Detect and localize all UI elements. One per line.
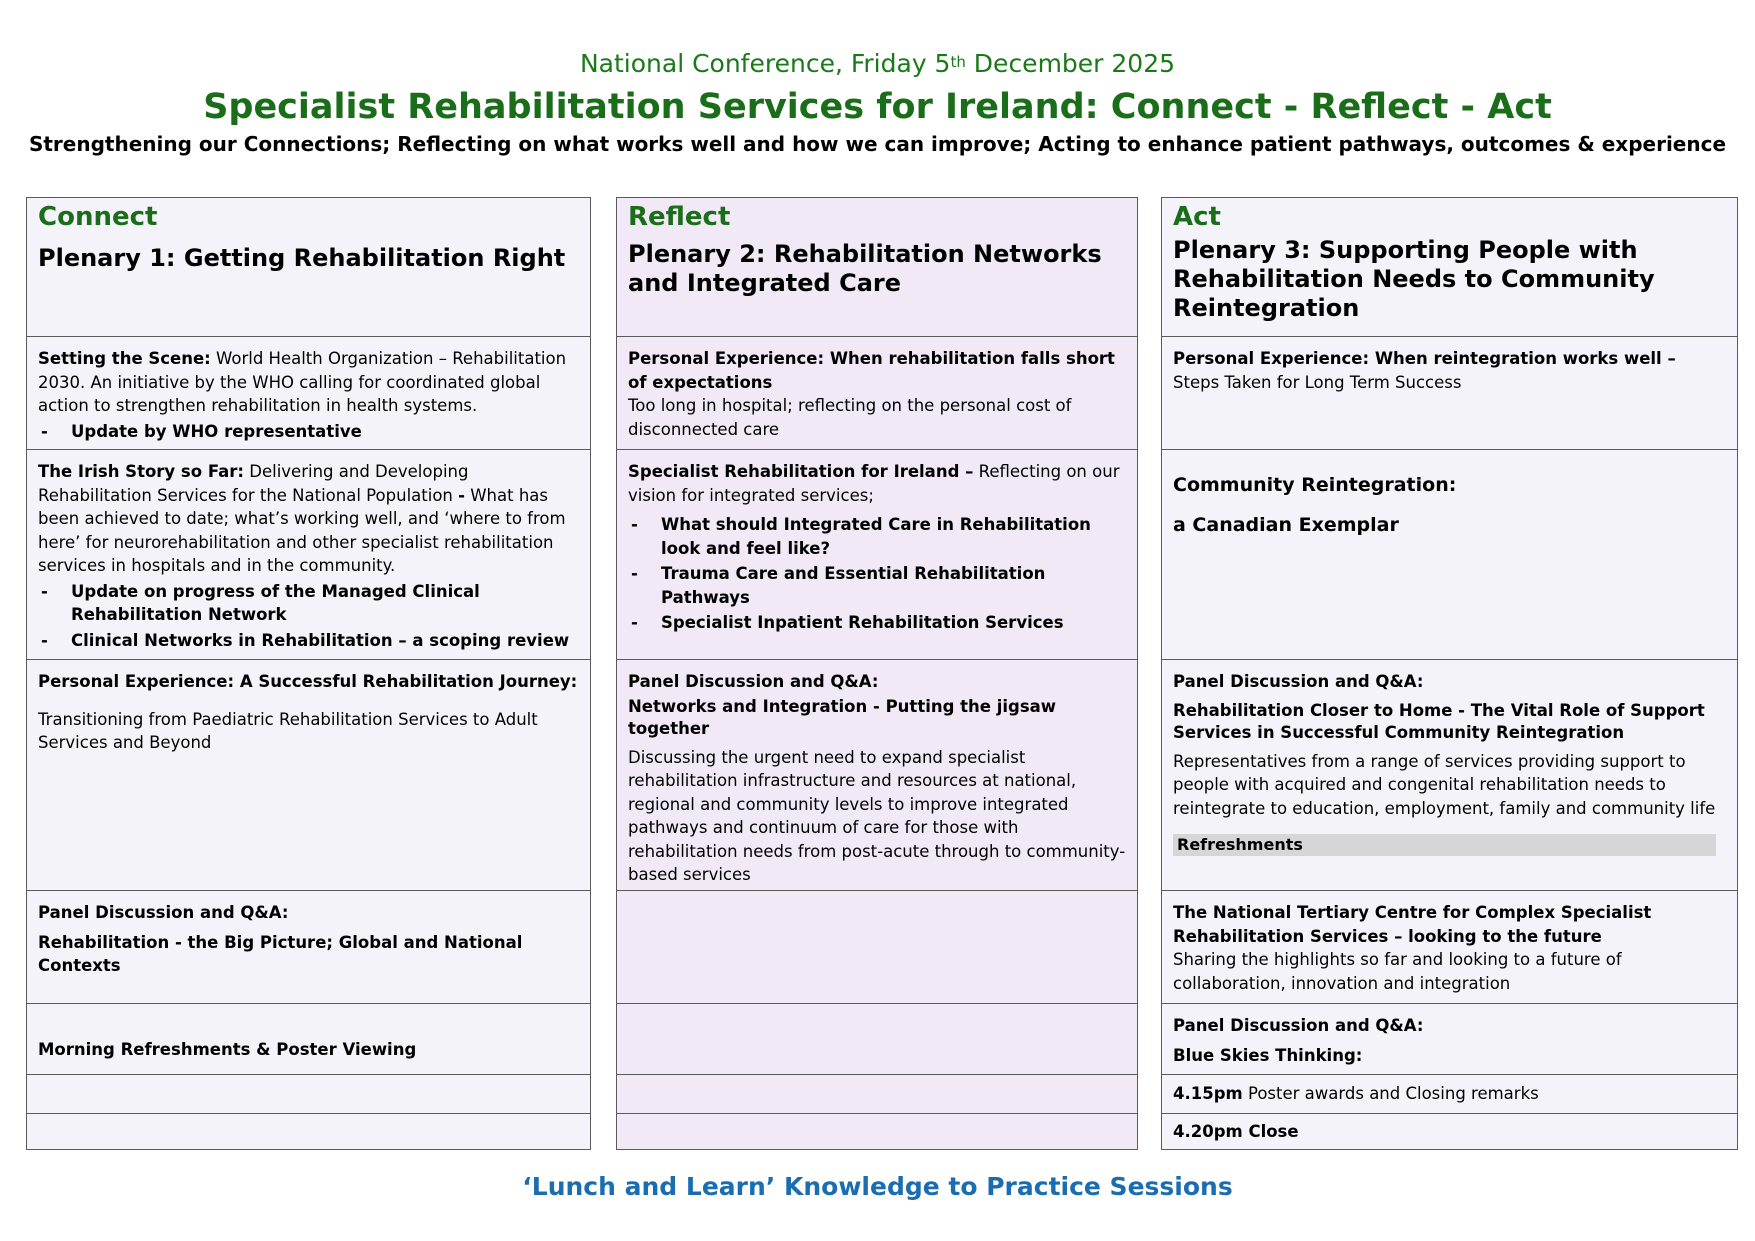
reflect-plenary: Plenary 2: Rehabilitation Networks and Integrated Care: [628, 240, 1102, 297]
setting-scene-label: Setting the Scene:: [38, 349, 211, 368]
act-panel-cell: [1162, 659, 1737, 890]
act-tertiary-centre-cell: [1162, 890, 1737, 1003]
act-column: [1161, 197, 1738, 1150]
connect-plenary: Plenary 1: Getting Rehabilitation Right: [38, 244, 566, 272]
panel-topic: Rehabilitation Closer to Home - The Vital Role of Support Services in Successful Community Reintegration: [1173, 700, 1705, 742]
page-title: Specialist Rehabilitation Services for Ireland: Connect - Reflect - Act: [203, 87, 1552, 127]
irish-story-dash: -: [458, 485, 465, 505]
community-reintegration-title: Community Reintegration:: [1173, 474, 1457, 496]
bullet-text: Trauma Care and Essential Rehabilitation Pathways: [661, 564, 1046, 607]
list-item: - Trauma Care and Essential Rehabilitation Pathways: [631, 564, 1046, 607]
poster-awards-text: Poster awards and Closing remarks: [1242, 1084, 1539, 1103]
list-item: - Update by WHO representative: [41, 421, 362, 441]
personal-experience-label: Personal Experience: A Successful Rehabilitation Journey:: [38, 672, 578, 691]
panel-topic: Networks and Integration - Putting the jigsaw together: [628, 696, 1057, 738]
panel-label: Panel Discussion and Q&A:: [1173, 1016, 1424, 1035]
connect-panel-cell: [27, 890, 590, 1003]
page-header: [0, 48, 1755, 158]
setting-scene-bullets: [38, 420, 579, 444]
irish-story-body-1: Delivering and Developing Rehabilitation Services for the National Population: [38, 462, 469, 505]
act-blue-skies-cell: [1162, 1003, 1737, 1074]
panel-text: Representatives from a range of services providing support to people with acquired and congenital rehabilitation needs to reintegrate to education, employment, family and community life: [1173, 751, 1716, 818]
reflect-heading-cell: [617, 198, 1137, 336]
poster-awards-time: 4.15pm: [1173, 1084, 1243, 1103]
connect-personal-experience-cell: [27, 659, 590, 890]
panel-label: Panel Discussion and Q&A:: [38, 903, 289, 922]
specialist-rehab-bullets: [628, 513, 1126, 635]
personal-experience-label: Personal Experience: When rehabilitation falls short of expectations: [628, 349, 1115, 392]
connect-heading-cell: [27, 198, 590, 336]
tertiary-centre-label: The National Tertiary Centre for Complex Specialist Rehabilitation Services – looking to the future: [1173, 903, 1652, 946]
list-item: - Clinical Networks in Rehabilitation – a scoping review: [41, 630, 570, 650]
act-heading-cell: [1162, 198, 1737, 336]
act-close-cell: [1162, 1113, 1737, 1151]
act-poster-awards-cell: [1162, 1074, 1737, 1113]
date-suffix: December 2025: [965, 49, 1176, 78]
bullet-text: Update by WHO representative: [71, 421, 362, 441]
setting-scene-text: [38, 347, 579, 418]
act-personal-experience-cell: [1162, 336, 1737, 449]
specialist-rehab-body: Reflecting on our vision for integrated services;: [628, 462, 1120, 505]
page-subtitle: Strengthening our Connections; Reflecting on what works well and how we can improve; Acting to enhance patient pathways, outcomes & experience: [28, 132, 1727, 156]
tertiary-centre-text: Sharing the highlights so far and looking to a future of collaboration, innovation and integration: [1173, 950, 1622, 993]
setting-scene-body: World Health Organization – Rehabilitation 2030. An initiative by the WHO calling for coordinated global action to strengthen rehabilitation in health systems.: [38, 349, 567, 415]
reflect-specialist-rehab-cell: [617, 449, 1137, 659]
reflect-empty-cell: [617, 1074, 1137, 1113]
act-community-cell: [1162, 449, 1737, 659]
date-superscript: th: [950, 53, 966, 71]
connect-morning-cell: [27, 1003, 590, 1074]
panel-topic: Blue Skies Thinking:: [1173, 1045, 1363, 1065]
personal-experience-text: Too long in hospital; reflecting on the personal cost of disconnected care: [628, 396, 1072, 439]
reflect-empty-cell: [617, 1113, 1137, 1151]
panel-label: Panel Discussion and Q&A:: [1173, 672, 1424, 691]
personal-experience-text: Steps Taken for Long Term Success: [1173, 372, 1462, 392]
reflect-personal-experience-cell: [617, 336, 1137, 449]
bullet-text: What should Integrated Care in Rehabilitation look and feel like?: [661, 515, 1091, 558]
close-text: 4.20pm Close: [1173, 1122, 1299, 1141]
community-reintegration-subtitle: a Canadian Exemplar: [1173, 514, 1399, 536]
personal-experience-text: Transitioning from Paediatric Rehabilitation Services to Adult Services and Beyond: [38, 709, 538, 752]
panel-text: Discussing the urgent need to expand specialist rehabilitation infrastructure and resources at national, regional and community levels to improve integrated pathways and continuum of care for those with rehabilitation needs from post-acute through to community-based services: [628, 747, 1126, 884]
reflect-column: [616, 197, 1138, 1150]
reflect-panel-cell: [617, 659, 1137, 890]
act-plenary: Plenary 3: Supporting People with Rehabilitation Needs to Community Reintegration: [1173, 236, 1655, 322]
connect-empty-cell: [27, 1113, 590, 1151]
reflect-empty-cell: [617, 890, 1137, 1003]
irish-story-body-2: What has been achieved to date; what’s working well, and ‘where to from here’ for neurorehabilitation and other specialist rehabilitation services in hospitals and in the community.: [38, 485, 566, 575]
connect-irish-story-cell: [27, 449, 590, 659]
reflect-empty-cell: [617, 1003, 1137, 1074]
specialist-rehab-text: [628, 460, 1126, 507]
morning-refreshments: Morning Refreshments & Poster Viewing: [38, 1040, 417, 1059]
irish-story-label: The Irish Story so Far:: [38, 462, 245, 481]
connect-column: [26, 197, 591, 1150]
bullet-text: Update on progress of the Managed Clinical Rehabilitation Network: [71, 581, 480, 624]
panel-label: Panel Discussion and Q&A:: [628, 672, 879, 691]
list-item: - Specialist Inpatient Rehabilitation Services: [631, 613, 1064, 632]
irish-story-bullets: [38, 580, 579, 653]
date-prefix: National Conference, Friday 5: [579, 49, 951, 78]
bullet-text: Specialist Inpatient Rehabilitation Services: [661, 613, 1064, 632]
connect-theme: Connect: [38, 202, 158, 232]
reflect-theme: Reflect: [628, 202, 731, 232]
connect-empty-cell: [27, 1074, 590, 1113]
act-theme: Act: [1173, 202, 1221, 232]
panel-topic: Rehabilitation - the Big Picture; Global and National Contexts: [38, 932, 523, 975]
lunch-and-learn-footer: ‘Lunch and Learn’ Knowledge to Practice Sessions: [522, 1172, 1233, 1201]
specialist-rehab-label: Specialist Rehabilitation for Ireland –: [628, 462, 974, 481]
refreshments-bar: Refreshments: [1173, 834, 1716, 856]
conference-date: [0, 48, 1755, 80]
personal-experience-label: Personal Experience: When reintegration works well –: [1173, 349, 1676, 368]
connect-setting-scene-cell: [27, 336, 590, 449]
bullet-text: Clinical Networks in Rehabilitation – a scoping review: [71, 630, 570, 650]
list-item: - Update on progress of the Managed Clinical Rehabilitation Network: [41, 581, 480, 624]
irish-story-text: [38, 460, 579, 578]
list-item: - What should Integrated Care in Rehabilitation look and feel like?: [631, 515, 1091, 558]
